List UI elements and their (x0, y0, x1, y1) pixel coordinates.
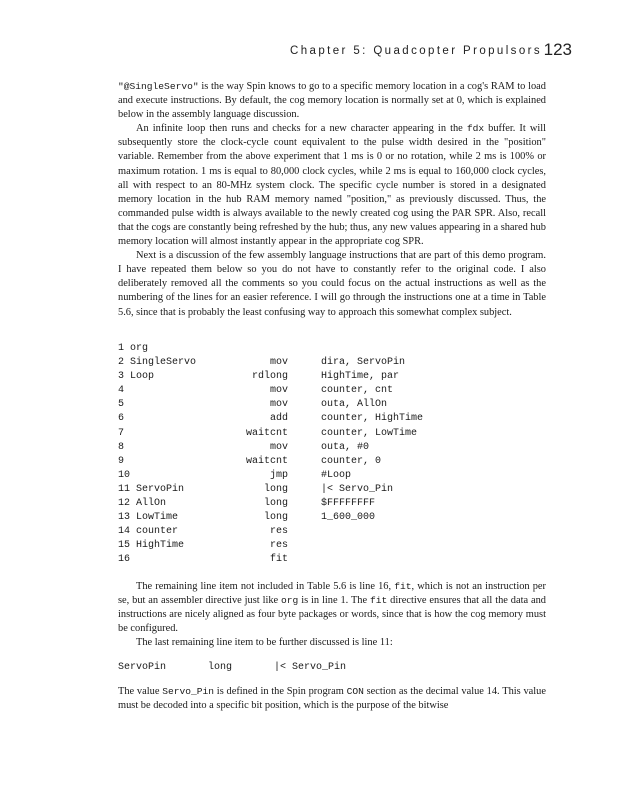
after-text (118, 580, 546, 650)
code-arg: counter, HighTime (321, 413, 424, 425)
code-line (118, 412, 558, 426)
code-op: long (263, 512, 288, 524)
code-op: waitcnt (245, 455, 288, 467)
code-op: fit (269, 554, 288, 566)
paragraph-singleservo (118, 80, 546, 122)
code-line (118, 511, 558, 525)
code-line-servopin (118, 661, 558, 675)
chapter-title: Chapter 5: Quadcopter Propulsors (290, 45, 542, 57)
code-op: rdlong (251, 371, 288, 383)
code-line (118, 342, 558, 356)
paragraph-text: is in line 1. The (298, 595, 371, 607)
code-op: res (269, 540, 288, 552)
paragraph-text: is defined in the Spin program (214, 686, 347, 697)
code-arg: counter, LowTime (321, 427, 418, 439)
code-line (118, 398, 558, 412)
code-op: mov (269, 441, 288, 453)
inline-code: Servo_Pin (162, 686, 215, 697)
code-line (118, 553, 558, 567)
code-op: waitcnt (245, 427, 288, 439)
paragraph-text: The remaining line item not included in Table 5.6 is line 16, (136, 581, 395, 592)
paragraph-servo-pin-value (118, 685, 546, 713)
code-line (118, 455, 558, 469)
code-arg: dira, ServoPin (321, 357, 406, 369)
code-line (118, 497, 558, 511)
code-label: 2 SingleServo (118, 357, 197, 369)
code-arg: outa, AllOn (321, 399, 388, 411)
inline-code: CON (346, 686, 364, 697)
code-arg: #Loop (321, 469, 352, 481)
code-label: 5 (118, 399, 125, 411)
paragraph-text: section as the decimal value 14. This value must be decoded into a specific bit position, which is the purpose of the bitwise (118, 686, 546, 712)
code-line (118, 356, 558, 370)
code-label: 13 LowTime (118, 512, 179, 524)
code-label: 7 (118, 427, 125, 439)
code-label: 15 HighTime (118, 540, 185, 552)
code-arg: outa, #0 (321, 441, 370, 453)
inline-code: org (281, 595, 299, 607)
code-line (118, 539, 558, 553)
code-line (118, 441, 558, 455)
paragraph-text: is the way Spin knows to go to a specific memory location in a cog's RAM to load and execute instructions. By default, the cog memory location is normally set at 0, which is explained below in the assembly language discussion. (118, 81, 546, 121)
code-label: 9 (118, 455, 125, 467)
code-label: 1 org (118, 343, 149, 354)
inline-code: fit (370, 595, 388, 607)
code-op: res (269, 526, 288, 538)
code-arg: |< Servo_Pin (274, 662, 347, 673)
paragraph-fit-directive (118, 580, 546, 636)
code-op: mov (269, 357, 288, 369)
code-line (118, 427, 558, 441)
code-label: 3 Loop (118, 371, 155, 383)
code-listing (118, 342, 558, 568)
code-label: 12 AllOn (118, 498, 167, 510)
code-op: long (263, 483, 288, 495)
intro-text (118, 80, 546, 320)
page-number: 123 (543, 40, 572, 59)
code-arg: counter, cnt (321, 385, 394, 397)
code-label: 10 (118, 469, 131, 481)
paragraph-text: The value (118, 686, 163, 697)
code-op: add (269, 413, 288, 425)
paragraph-infinite-loop (118, 122, 546, 249)
code-line (118, 525, 558, 539)
code-arg: counter, 0 (321, 455, 382, 467)
code-op: long (208, 662, 233, 673)
paragraph-assembly-intro: Next is a discussion of the few assembly language instructions that are part of this demo program. I have repeated them below so you do not have to constantly refer to the original code. I also deliberately removed all the comments so you could focus on the actual instructions as well as the numbering of the lines for an easier reference. I will go through the instructions one at a time in Table 5.6, since that is probably the least confusing way to approach this somewhat complex subject. (118, 250, 546, 318)
code-arg: HighTime, par (321, 371, 400, 383)
code-label: 4 (118, 385, 125, 397)
code-line (118, 370, 558, 384)
code-label: 16 (118, 554, 131, 566)
paragraph-text: directive ensures that all the data and instructions are nicely aligned as four byte packages or words, since that is how the cog memory must be configured. (118, 595, 546, 635)
inline-code: fit (394, 581, 412, 592)
final-text (118, 685, 546, 713)
code-label: ServoPin (118, 662, 167, 673)
code-line (118, 483, 558, 497)
code-op: mov (269, 385, 288, 397)
code-label: 8 (118, 441, 125, 453)
code-line (118, 469, 558, 483)
code-arg: $FFFFFFFF (321, 498, 376, 510)
paragraph-line-11: The last remaining line item to be further discussed is line 11: (136, 637, 393, 649)
code-op: mov (269, 399, 288, 411)
paragraph-text: An infinite loop then runs and checks for a new character appearing in the (136, 123, 467, 135)
running-header (0, 40, 634, 64)
code-op: long (263, 498, 288, 510)
inline-code: "@SingleServo" (118, 81, 199, 92)
paragraph-text: , which is not an instruction per se, but an assembler directive just like (118, 581, 546, 607)
inline-code: fdx (466, 123, 485, 135)
code-label: 14 counter (118, 526, 179, 538)
code-op: jmp (269, 469, 288, 481)
code-arg: |< Servo_Pin (321, 483, 394, 495)
code-label: 6 (118, 413, 125, 425)
paragraph-text: buffer. It will subsequently store the clock-cycle count equivalent to the pulse width desired in the "position" variable. Remember from the above experiment that 1 ms is 0 or no rotation, while 2 ms is 100% or maximum rotation. 1 ms is equal to 80,000 clock cycles, while 2 ms is equal to 160,000 clock cycles, all with respect to an 80-MHz system clock. The specific cycle number is stored in a designated memory location in the hub RAM memory named "position," as previously discussed. Thus, the commanded pulse width is always available to the newly created cog using the PAR SPR. Also, recall that the cogs are constantly being refreshed by the hub; thus, any new values appearing in a shared hub memory location will almost instantly appear in the appropriate cog SPR. (118, 123, 546, 248)
code-arg: 1_600_000 (321, 512, 376, 524)
code-line (118, 384, 558, 398)
code-label: 11 ServoPin (118, 483, 185, 495)
